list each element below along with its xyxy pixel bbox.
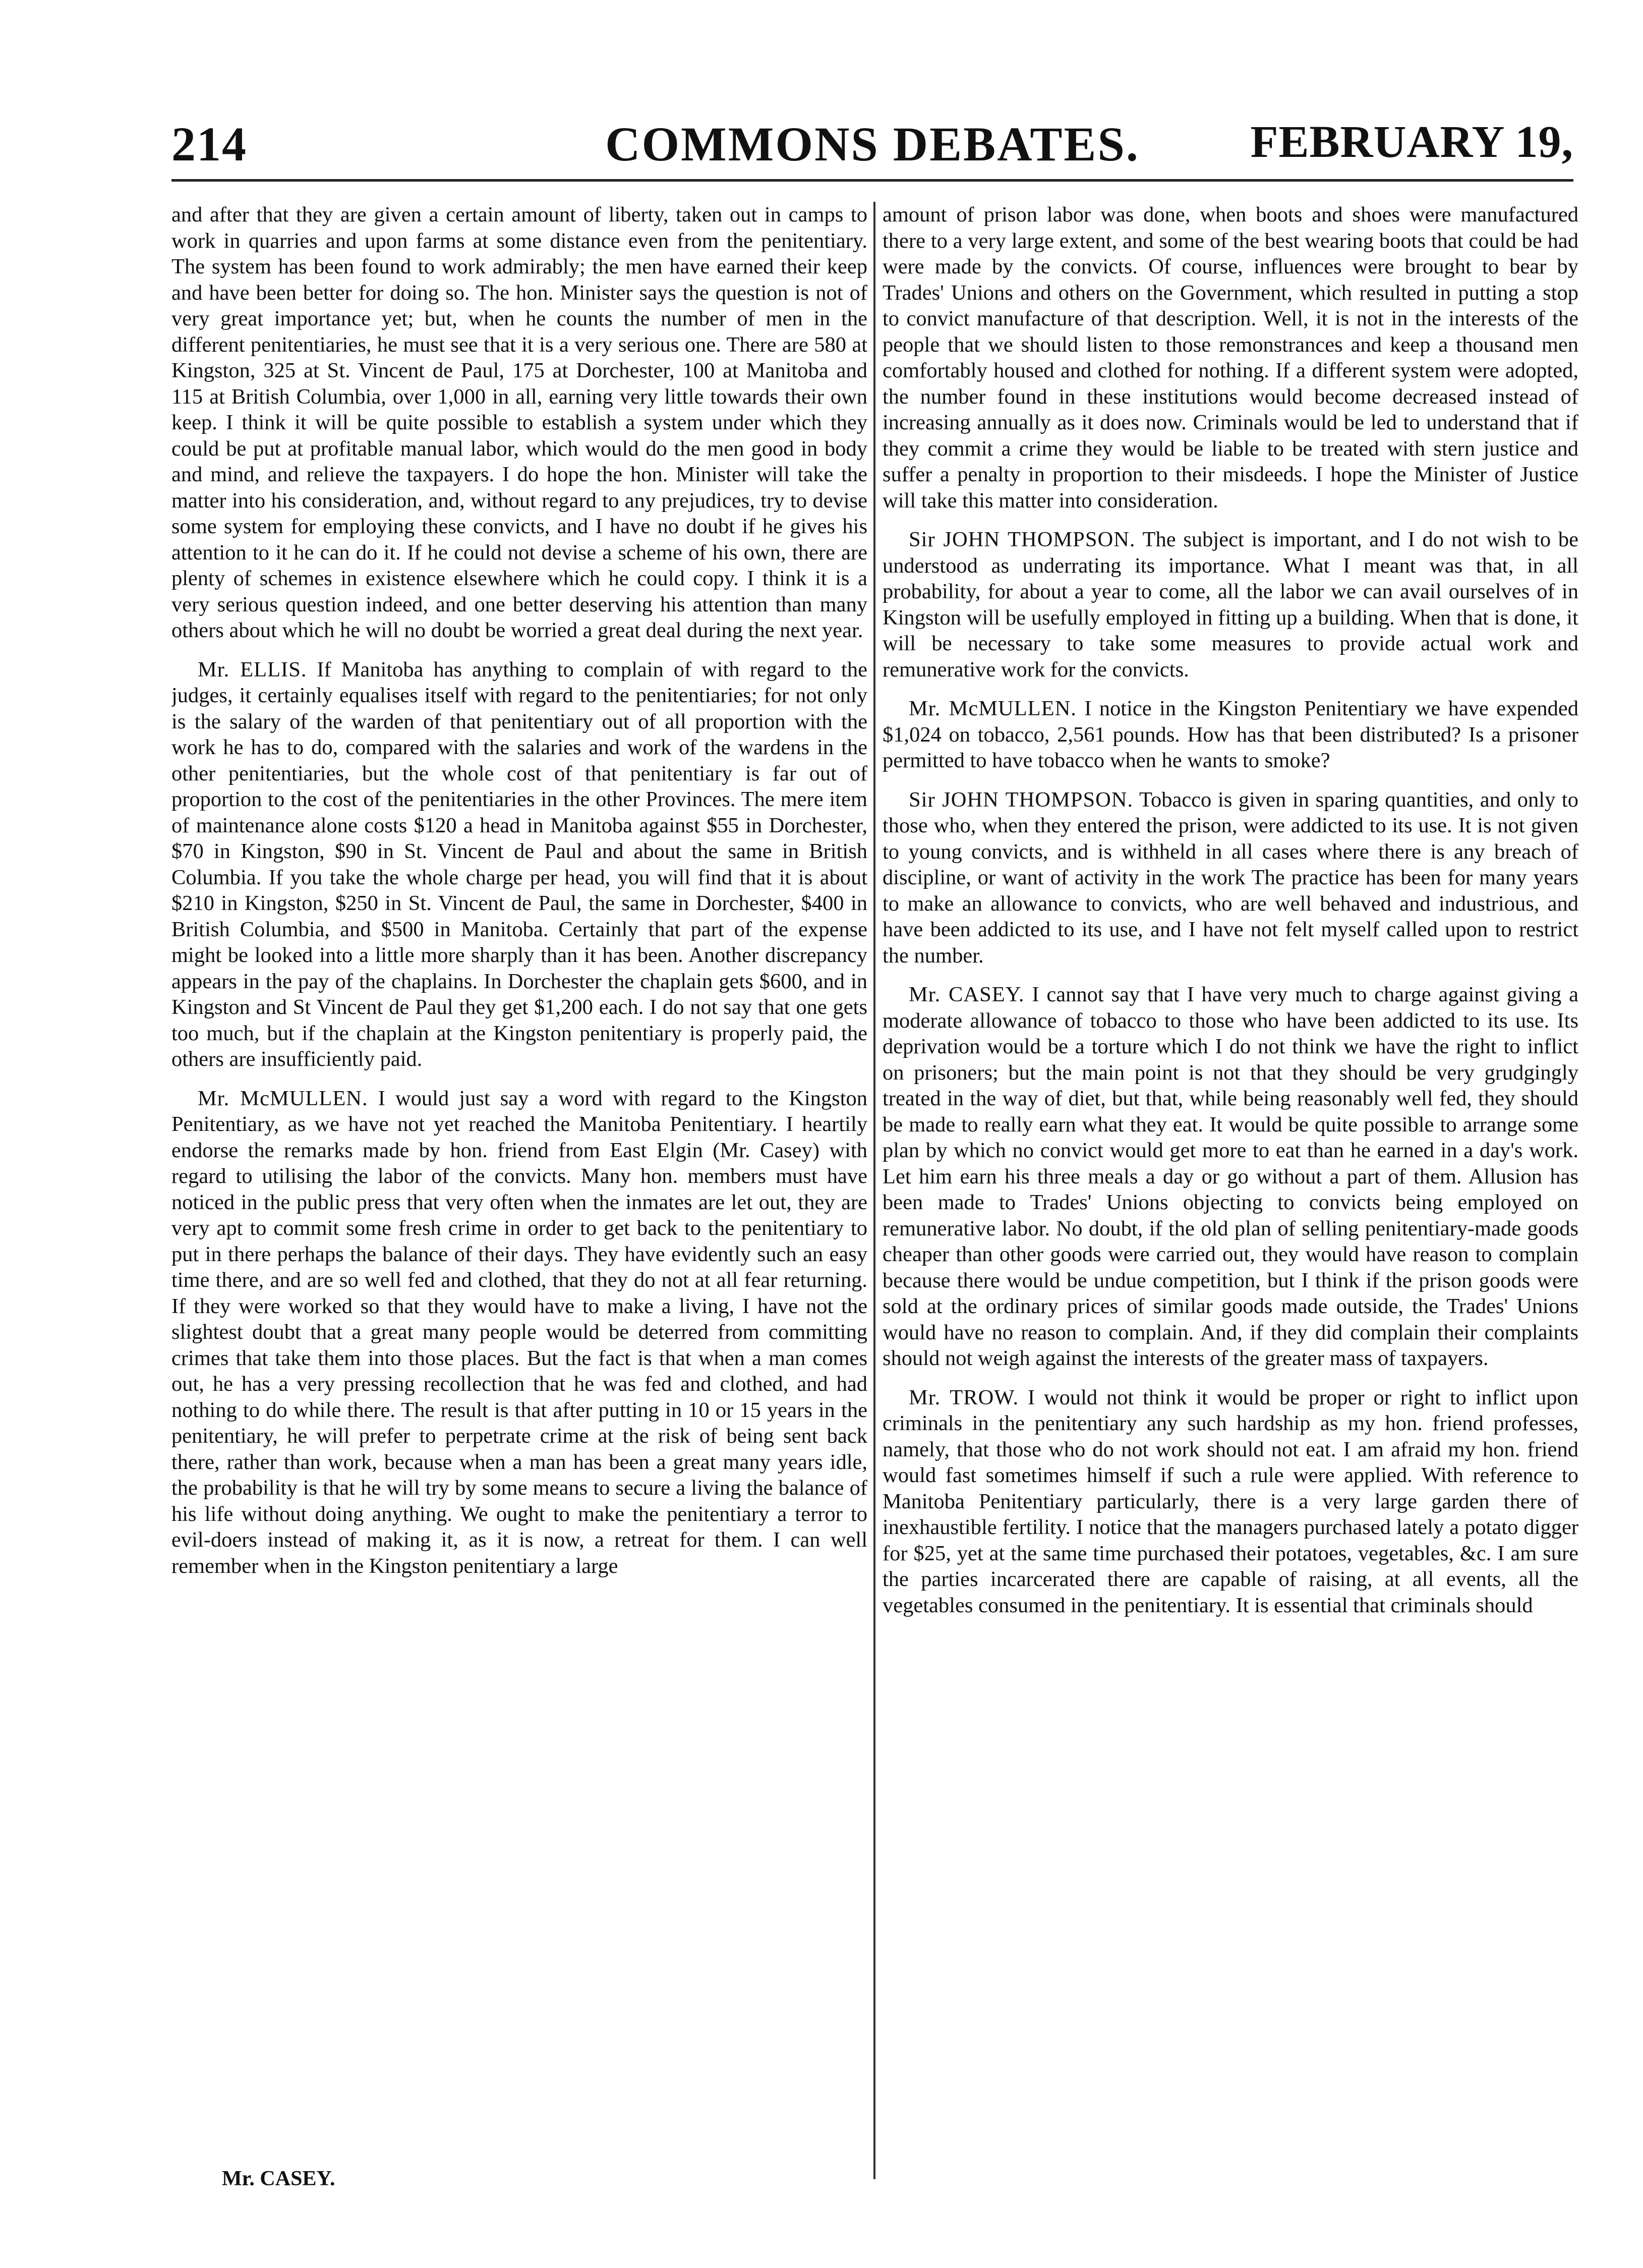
page-header (171, 111, 1573, 172)
paragraph-text: If Manitoba has anything to complain of with regard to the judges, it certainly equalises itself with regard to the penitentiaries; for not only is the salary of the warden of that penitentiary out of all proportion with the work he has to do, compared with the salaries and work of the wardens in the other penitentiaries, but the whole cost of that penitentiary is far out of proportion to the cost of the penitentiaries in the other Provinces. The mere item of maintenance alone costs $120 a head in Manitoba against $55 in Dorchester, $70 in Kingston, $90 in St. Vincent de Paul and about the same in British Columbia. If you take the whole charge per head, you will find that it is about $210 in Kingston, $250 in St. Vincent de Paul, the same in Dorchester, $400 in British Columbia, and $500 in Manitoba. Certainly that part of the expense might be looked into a little more sharply than it has been. Another discrepancy appears in the pay of the chaplains. In Dorchester the chaplain gets $600, and in Kingston and St Vincent de Paul they get $1,200 each. I do not say that one gets too much, but if the chaplain at the Kingston penitentiary is properly paid, the others are insufficiently paid. (171, 657, 867, 1071)
speaker-name: Mr. TROW. (909, 1385, 1019, 1409)
speaker-name: Mr. ELLIS. (198, 657, 307, 682)
page-number: 214 (171, 117, 247, 171)
speaker-name: Sir JOHN THOMPSON. (909, 787, 1134, 812)
paragraph-text: I would not think it would be proper or right to inflict upon criminals in the penitentiary any such hardship as my hon. friend professes, namely, that those who do not work should not eat. I am afraid my hon. friend would fast sometimes himself if such a rule were applied. With reference to Manitoba Penitentiary particularly, there is a very large garden there of inexhaustible fertility. I notice that the managers purchased lately a potato digger for $25, yet at the same time purchased their potatoes, vegetables, &c. I am sure the parties incarcerated there are capable of raising, at all events, all the vegetables consumed in the penitentiary. It is essential that criminals should (883, 1385, 1578, 1617)
paragraph-text: and after that they are given a certain amount of liberty, taken out in camps to work in quarries and upon farms at some distance even from the penitentiary. The system has been found to work admirably; the men have earned their keep and have been better for doing so. The hon. Minister says the question is not of very great importance yet; but, when he counts the number of men in the different penitentiaries, he must see that it is a very serious one. There are 580 at Kingston, 325 at St. Vincent de Paul, 175 at Dorchester, 100 at Manitoba and 115 at British Columbia, over 1,000 in all, earning very little towards their own keep. I think it will be quite possible to establish a system under which they could be put at profitable manual labor, which would do the men good in body and mind, and relieve the taxpayers. I do hope the hon. Minister will take the matter into his consideration, and, without regard to any prejudices, try to devise some system for employing these convicts, and I have no doubt if he gives his attention to it he can do it. If he could not devise a scheme of his own, there are plenty of schemes in existence elsewhere which he could copy. I think it is a very serious question indeed, and one better deserving his attention than many others about which he will no doubt be worried a great deal during the next year. (171, 203, 867, 642)
paragraph (883, 787, 1578, 969)
page-title: COMMONS DEBATES. (605, 117, 1140, 171)
document-page (171, 111, 1578, 2204)
speaker-name: Mr. CASEY. (909, 983, 1025, 1006)
paragraph (883, 527, 1578, 683)
paragraph-text: The subject is important, and I do not wish to be understood as underrating its importance. What I meant was that, in all probability, for about a year to come, all the labor we can avail ourselves of in Kingston will be usefully employed in fitting up a building. When that is done, it will be necessary to take some measures to provide actual work and remunerative work for the convicts. (883, 528, 1578, 682)
speaker-name: Mr. McMULLEN. (198, 1086, 368, 1110)
paragraph (883, 696, 1578, 774)
paragraph-text: I would just say a word with regard to the Kingston Penitentiary, as we have not yet reached the Manitoba Penitentiary. I heartily endorse the remarks made by hon. friend from East Elgin (Mr. Casey) with regard to utilising the labor of the convicts. Many hon. members must have noticed in the public press that very often when the inmates are let out, they are very apt to commit some fresh crime in order to get back to the penitentiary to put in there perhaps the balance of their days. They have evidently such an easy time there, and are so well fed and clothed, that they do not at all fear returning. If they were worked so that they would have to make a living, I have not the slightest doubt that a great many people would be deterred from committing crimes that take them into those places. But the fact is that when a man comes out, he has a very pressing recollection that he was fed and clothed, and had nothing to do while there. The result is that after putting in 10 or 15 years in the penitentiary, he will prefer to perpetrate crime at the risk of being sent back there, rather than work, because when a man has been a great many years idle, the probability is that he will try by some means to secure a living the balance of his life without doing anything. We ought to make the penitentiary a terror to evil-doers instead of making it, as it is now, a retreat for them. I can well remember when in the Kingston penitentiary a large (171, 1086, 867, 1578)
header-rule (171, 179, 1573, 182)
paragraph (883, 982, 1578, 1372)
paragraph (171, 657, 867, 1072)
speaker-name: Mr. McMULLEN. (909, 697, 1077, 720)
catchword: Mr. CASEY. (222, 2167, 335, 2190)
paragraph (883, 202, 1578, 514)
paragraph (171, 202, 867, 644)
right-column (883, 202, 1578, 2189)
paragraph-text: Tobacco is given in sparing quantities, and only to those who, when they entered the prison, were addicted to its use. It is not given to young convicts, and is withheld in all cases where there is any breach of discipline, or want of activity in the work The practice has been for many years to make an allowance to convicts, who are well behaved and industrious, and have been addicted to its use, and I have not felt myself called upon to restrict the number. (883, 787, 1578, 968)
paragraph-text: amount of prison labor was done, when boots and shoes were manufactured there to a very large extent, and some of the best wearing boots that could be had were made by the convicts. Of course, influences were brought to bear by Trades' Unions and others on the Government, which resulted in putting a stop to convict manufacture of that description. Well, it is not in the interests of the people that we should listen to those remonstrances and keep a thousand men comfortably housed and clothed for nothing. If a different system were adopted, the number found in these institutions would become decreased instead of increasing annually as it does now. Criminals would be led to understand that if they commit a crime they would be liable to be treated with stern justice and suffer a penalty in proportion to their misdeeds. I hope the Minister of Justice will take this matter into consideration. (883, 203, 1578, 513)
paragraph-text: I notice in the Kingston Penitentiary we have expended $1,024 on tobacco, 2,561 pounds. How has that been distributed? Is a prisoner permitted to have tobacco when he wants to smoke? (883, 697, 1578, 772)
paragraph (883, 1385, 1578, 1619)
page-date: FEBRUARY 19, (1250, 117, 1573, 167)
paragraph (171, 1086, 867, 1579)
paragraph-text: I cannot say that I have very much to charge against giving a moderate allowance of tobacco to those who have been addicted to its use. Its deprivation would be a torture which I do not think we have the right to inflict on prisoners; but the main point is not that they should be very grudgingly treated in the way of diet, but that, while being reasonably well fed, they should be made to really earn what they eat. It would be quite possible to arrange some plan by which no convict would get more to eat than he earned in a day's work. Let him earn his three meals a day or go without a part of them. Allusion has been made to Trades' Unions objecting to convicts being employed on remunerative labor. No doubt, if the old plan of selling penitentiary-made goods cheaper than other goods were carried out, they would have reason to complain because there would be undue competition, but I think if the prison goods were sold at the ordinary prices of similar goods made outside, the Trades' Unions would have no reason to complain. And, if they did complain their complaints should not weigh against the interests of the greater mass of taxpayers. (883, 983, 1578, 1370)
column-divider (873, 202, 875, 2179)
left-column (171, 202, 867, 2189)
speaker-name: Sir JOHN THOMPSON. (909, 528, 1136, 551)
